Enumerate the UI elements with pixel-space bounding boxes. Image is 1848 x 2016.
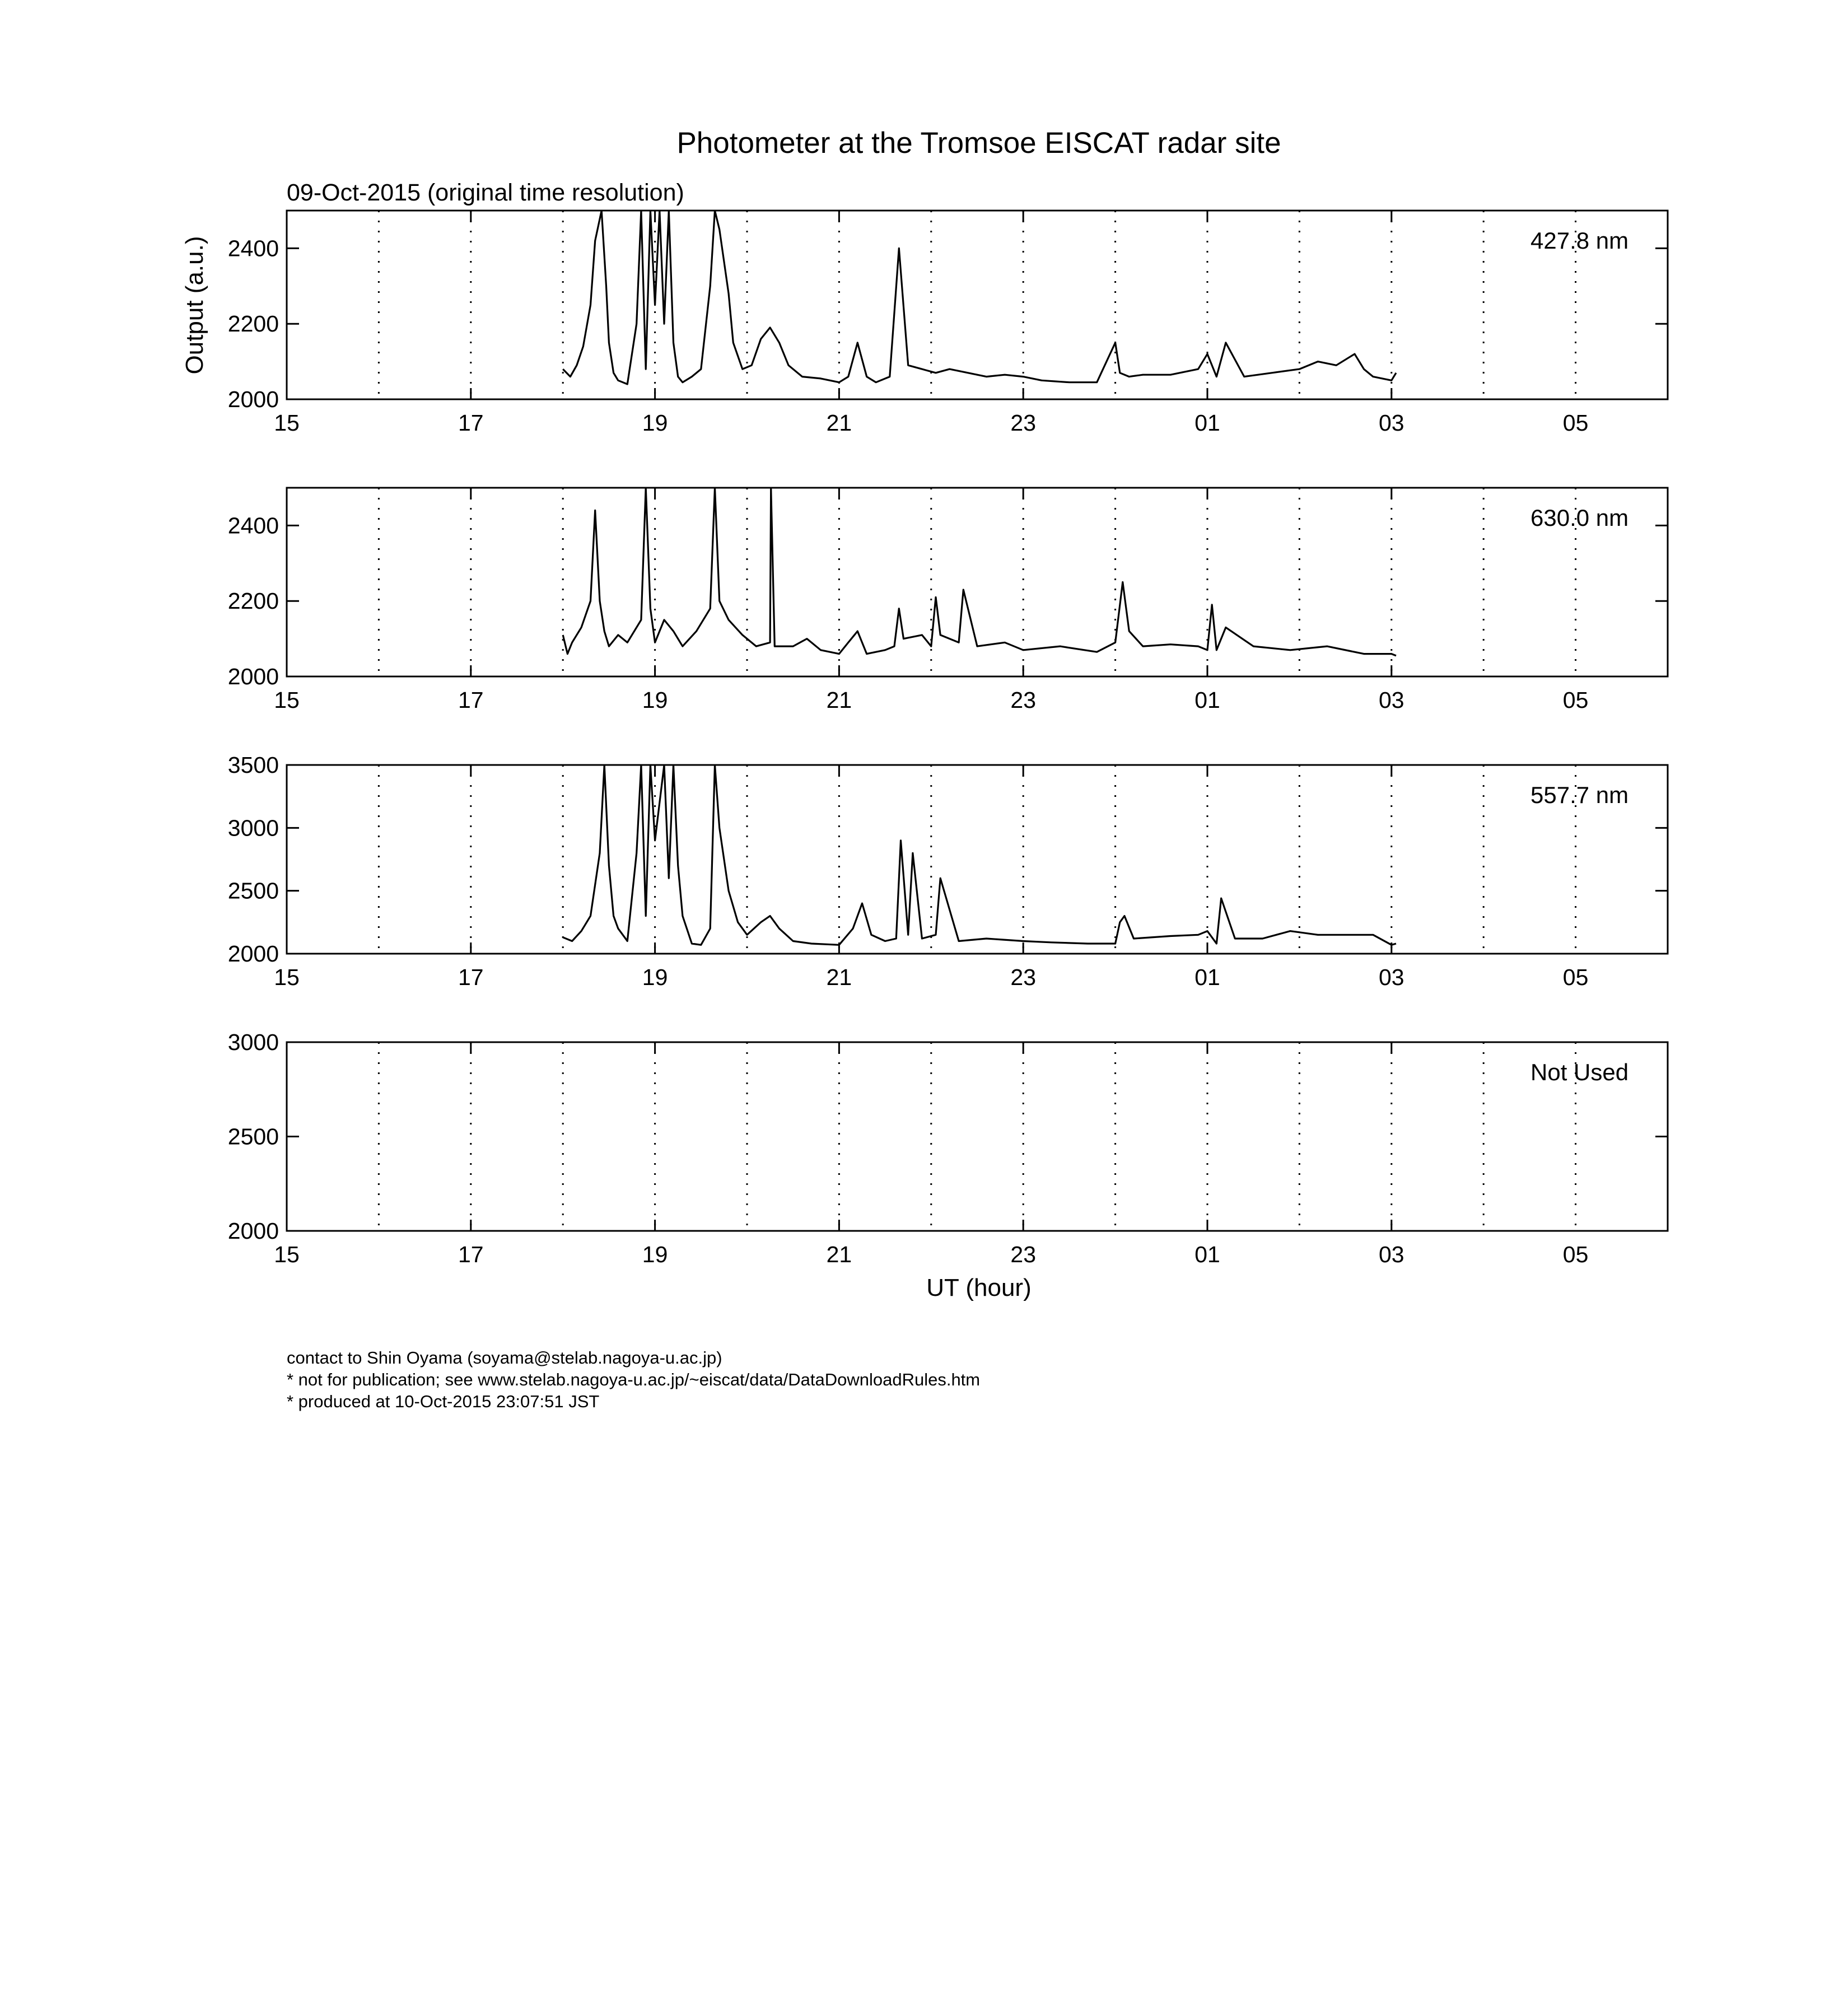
y-tick-label: 2200 xyxy=(227,588,279,614)
x-tick-label: 05 xyxy=(1562,687,1589,713)
x-tick-label: 23 xyxy=(1010,687,1037,713)
x-axis-title: UT (hour) xyxy=(926,1274,1032,1301)
y-tick-label: 2000 xyxy=(227,1218,279,1244)
x-tick-label: 03 xyxy=(1378,964,1404,990)
panel-427-8nm xyxy=(228,211,1668,436)
x-tick-label: 19 xyxy=(642,410,668,436)
panel-wavelength-label: 557.7 nm xyxy=(1530,782,1629,808)
panel-wavelength-label: 427.8 nm xyxy=(1530,227,1629,254)
x-tick-label: 19 xyxy=(642,1242,668,1267)
panel-wavelength-label: 630.0 nm xyxy=(1530,505,1629,531)
x-tick-label: 15 xyxy=(274,964,300,990)
panel-630-0nm xyxy=(228,488,1668,713)
panel-wavelength-label: Not Used xyxy=(1530,1059,1629,1085)
x-tick-label: 15 xyxy=(274,1242,300,1267)
footnote-publication: * not for publication; see www.stelab.nagoya-u.ac.jp/~eiscat/data/DataDownloadRules.htm xyxy=(287,1370,981,1389)
x-tick-label: 01 xyxy=(1194,687,1220,713)
x-tick-label: 15 xyxy=(274,687,300,713)
x-tick-label: 23 xyxy=(1010,964,1037,990)
x-tick-label: 21 xyxy=(826,410,852,436)
x-tick-label: 17 xyxy=(458,687,484,713)
y-tick-label: 2400 xyxy=(227,512,279,539)
series-line xyxy=(563,765,1396,945)
x-tick-label: 17 xyxy=(458,410,484,436)
x-tick-label: 03 xyxy=(1378,410,1404,436)
series-line xyxy=(563,488,1396,656)
x-tick-label: 15 xyxy=(274,410,300,436)
x-tick-label: 17 xyxy=(458,964,484,990)
y-tick-label: 3000 xyxy=(227,1029,279,1055)
y-tick-label: 2000 xyxy=(227,664,279,689)
axes-frame xyxy=(287,765,1668,954)
x-tick-label: 19 xyxy=(642,964,668,990)
x-tick-label: 23 xyxy=(1010,410,1037,436)
y-tick-label: 2000 xyxy=(227,386,279,412)
y-axis-title: Output (a.u.) xyxy=(181,236,208,375)
y-tick-label: 2200 xyxy=(227,311,279,337)
axes-frame xyxy=(287,488,1668,676)
panel-not-used xyxy=(228,1029,1668,1267)
x-tick-label: 05 xyxy=(1562,964,1589,990)
y-tick-label: 2500 xyxy=(227,878,279,904)
chart-title: Photometer at the Tromsoe EISCAT radar site xyxy=(676,127,1281,160)
x-tick-label: 23 xyxy=(1010,1242,1037,1267)
x-tick-label: 01 xyxy=(1194,1242,1220,1267)
x-tick-label: 05 xyxy=(1562,1242,1589,1267)
x-tick-label: 19 xyxy=(642,687,668,713)
x-tick-label: 03 xyxy=(1378,1242,1404,1267)
y-tick-label: 2500 xyxy=(227,1123,279,1150)
y-tick-label: 3500 xyxy=(227,752,279,778)
footnote-produced: * produced at 10-Oct-2015 23:07:51 JST xyxy=(287,1392,600,1411)
x-tick-label: 01 xyxy=(1194,964,1220,990)
x-tick-label: 17 xyxy=(458,1242,484,1267)
x-tick-label: 01 xyxy=(1194,410,1220,436)
x-tick-label: 21 xyxy=(826,1242,852,1267)
x-tick-label: 05 xyxy=(1562,410,1589,436)
panel-557-7nm xyxy=(228,752,1668,990)
y-tick-label: 2400 xyxy=(227,235,279,262)
axes-frame xyxy=(287,211,1668,399)
chart-subtitle: 09-Oct-2015 (original time resolution) xyxy=(287,179,684,206)
footnote-contact: contact to Shin Oyama (soyama@stelab.nagoya-u.ac.jp) xyxy=(287,1348,722,1368)
y-tick-label: 3000 xyxy=(227,815,279,841)
series-line xyxy=(563,211,1396,384)
y-tick-label: 2000 xyxy=(227,941,279,967)
axes-frame xyxy=(287,1042,1668,1231)
x-tick-label: 21 xyxy=(826,687,852,713)
x-tick-label: 03 xyxy=(1378,687,1404,713)
x-tick-label: 21 xyxy=(826,964,852,990)
